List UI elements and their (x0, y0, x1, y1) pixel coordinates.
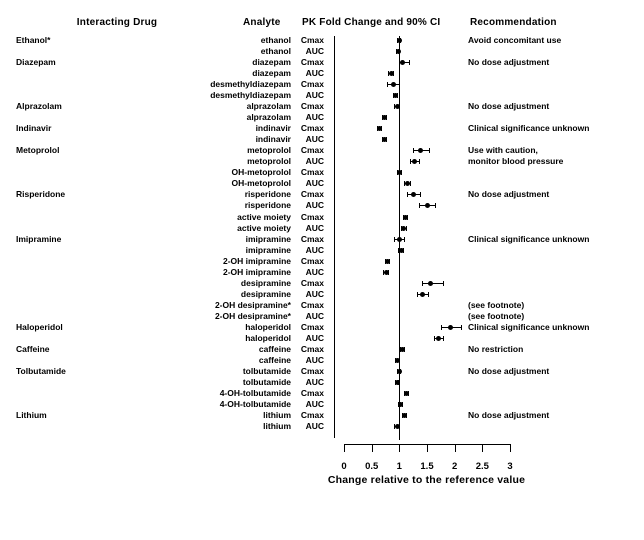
analyte-label: 2-OH imipramine (222, 266, 291, 277)
recommendation-text: No dose adjustment (468, 101, 550, 112)
forest-row (0, 46, 644, 57)
x-axis-tick-label: 1.5 (420, 461, 434, 472)
analyte-label: metoprolol (247, 156, 291, 167)
forest-row (0, 178, 644, 189)
forest-row (0, 300, 644, 311)
column-header-interacting-drug: Interacting Drug (76, 17, 158, 28)
x-axis-tick (427, 444, 428, 452)
point-estimate-marker (405, 181, 410, 186)
pk-parameter-label: Cmax (300, 145, 324, 156)
forest-row (0, 145, 644, 156)
forest-row (0, 377, 644, 388)
pk-parameter-label: AUC (305, 399, 324, 409)
pk-parameter-label: Cmax (300, 57, 324, 68)
analyte-label: diazepam (252, 57, 291, 68)
forest-row (0, 366, 644, 377)
point-estimate-marker (397, 369, 402, 374)
analyte-label: 2-OH desipramine* (214, 310, 291, 321)
recommendation-text: Clinical significance unknown (468, 321, 590, 332)
forest-row (0, 234, 644, 245)
forest-row (0, 256, 644, 267)
pk-parameter-label: Cmax (300, 211, 324, 222)
x-axis-title: Change relative to the reference value (327, 474, 526, 486)
point-estimate-marker (400, 60, 405, 65)
interacting-drug-label: Diazepam (16, 57, 56, 68)
interacting-drug-label: Risperidone (16, 189, 66, 200)
x-axis-tick (399, 444, 400, 452)
point-estimate-marker (448, 325, 453, 330)
pk-parameter-label: AUC (305, 90, 324, 101)
forest-row (0, 289, 644, 300)
analyte-label: lithium (263, 421, 291, 431)
forest-row (0, 156, 644, 167)
forest-row (0, 421, 644, 432)
pk-parameter-label: AUC (305, 376, 324, 387)
x-axis-tick-label: 3 (507, 461, 513, 472)
analyte-label: 4-OH-tolbutamide (219, 388, 291, 398)
point-estimate-marker (399, 248, 404, 253)
point-estimate-marker (395, 380, 400, 385)
point-estimate-marker (391, 82, 396, 87)
analyte-label: metoprolol (247, 145, 291, 156)
forest-row (0, 267, 644, 278)
recommendation-text: Use with caution, (468, 145, 538, 156)
analyte-label: risperidone (244, 200, 291, 211)
x-axis-tick-label: 0 (341, 461, 347, 472)
recommendation-text: Clinical significance unknown (468, 233, 590, 244)
x-axis-tick (482, 444, 483, 452)
pk-parameter-label: AUC (305, 46, 324, 56)
pk-parameter-label: AUC (305, 244, 324, 255)
pk-parameter-label: AUC (305, 222, 324, 233)
recommendation-text: No dose adjustment (468, 189, 550, 200)
point-estimate-marker (395, 104, 400, 109)
analyte-label: OH-metoprolol (231, 167, 291, 178)
interacting-drug-label: Tolbutamide (16, 365, 66, 376)
point-estimate-marker (412, 159, 417, 164)
x-axis-tick (510, 444, 511, 452)
interacting-drug-label: Imipramine (16, 233, 62, 244)
analyte-label: alprazolam (246, 101, 291, 112)
analyte-label: imipramine (245, 244, 291, 255)
x-axis-tick-label: 2.5 (475, 461, 489, 472)
interacting-drug-label: Caffeine (16, 343, 50, 354)
analyte-label: indinavir (255, 134, 291, 145)
pk-parameter-label: AUC (305, 354, 324, 365)
interacting-drug-label: Ethanol* (16, 35, 51, 45)
forest-row (0, 344, 644, 355)
pk-parameter-label: AUC (305, 200, 324, 211)
recommendation-text: Avoid concomitant use (468, 35, 562, 45)
interacting-drug-label: Lithium (16, 410, 47, 420)
forest-row (0, 57, 644, 68)
recommendation-text: Clinical significance unknown (468, 123, 590, 134)
recommendation-text: (see footnote) (468, 299, 525, 310)
point-estimate-marker (428, 281, 433, 286)
analyte-label: diazepam (252, 68, 291, 79)
analyte-label: indinavir (255, 123, 291, 134)
point-estimate-marker (403, 215, 408, 220)
analyte-label: ethanol (260, 46, 291, 56)
pk-parameter-label: Cmax (300, 365, 324, 376)
forest-row (0, 79, 644, 90)
recommendation-text: No restriction (468, 343, 524, 354)
point-estimate-marker (384, 270, 389, 275)
analyte-label: tolbutamide (242, 365, 291, 376)
forest-row (0, 189, 644, 200)
pk-parameter-label: AUC (305, 288, 324, 299)
analyte-label: caffeine (258, 343, 291, 354)
analyte-label: desipramine (240, 277, 291, 288)
forest-row (0, 101, 644, 112)
forest-row (0, 278, 644, 289)
point-estimate-marker (402, 413, 407, 418)
pk-parameter-label: Cmax (300, 167, 324, 178)
pk-parameter-label: AUC (305, 332, 324, 343)
analyte-label: alprazolam (246, 112, 291, 123)
pk-parameter-label: AUC (305, 134, 324, 145)
forest-row (0, 112, 644, 123)
x-axis-tick-label: 2 (452, 461, 458, 472)
analyte-label: desipramine (240, 288, 291, 299)
analyte-label: haloperidol (245, 332, 291, 343)
column-header-recommendation: Recommendation (470, 17, 557, 28)
analyte-label: tolbutamide (242, 376, 291, 387)
point-estimate-marker (400, 347, 405, 352)
point-estimate-marker (385, 259, 390, 264)
analyte-label: risperidone (244, 189, 291, 200)
point-estimate-marker (425, 203, 430, 208)
recommendation-text: No dose adjustment (468, 365, 550, 376)
analyte-label: ethanol (260, 35, 291, 45)
point-estimate-marker (395, 424, 400, 429)
recommendation-text: No dose adjustment (468, 57, 550, 68)
x-axis-tick-label: 1 (396, 461, 402, 472)
forest-row (0, 410, 644, 421)
pk-parameter-label: Cmax (300, 321, 324, 332)
analyte-label: 4-OH-tolbutamide (219, 399, 291, 409)
point-estimate-marker (396, 49, 401, 54)
point-estimate-marker (397, 38, 402, 43)
analyte-label: 2-OH desipramine* (214, 299, 291, 310)
forest-row (0, 388, 644, 399)
forest-row (0, 123, 644, 134)
x-axis-tick (344, 444, 345, 452)
analyte-label: caffeine (258, 354, 291, 365)
pk-parameter-label: Cmax (300, 388, 324, 398)
interacting-drug-label: Alprazolam (16, 101, 62, 112)
forest-row (0, 68, 644, 79)
forest-row (0, 223, 644, 234)
recommendation-text: No dose adjustment (468, 410, 550, 420)
pk-parameter-label: Cmax (300, 277, 324, 288)
analyte-label: active moiety (237, 222, 291, 233)
forest-row (0, 399, 644, 410)
interacting-drug-label: Indinavir (16, 123, 52, 134)
point-estimate-marker (389, 71, 394, 76)
forest-row (0, 35, 644, 46)
forest-row (0, 333, 644, 344)
pk-parameter-label: AUC (305, 178, 324, 189)
pk-parameter-label: AUC (305, 68, 324, 79)
forest-row (0, 322, 644, 333)
x-axis-tick (455, 444, 456, 452)
analyte-label: OH-metoprolol (231, 178, 291, 189)
analyte-label: 2-OH imipramine (222, 255, 291, 266)
forest-row (0, 90, 644, 101)
pk-parameter-label: Cmax (300, 343, 324, 354)
pk-parameter-label: Cmax (300, 101, 324, 112)
pk-parameter-label: AUC (305, 112, 324, 123)
pk-parameter-label: Cmax (300, 79, 324, 90)
recommendation-text: (see footnote) (468, 310, 525, 321)
pk-parameter-label: Cmax (300, 35, 324, 45)
analyte-label: desmethyldiazepam (210, 90, 291, 101)
pk-parameter-label: Cmax (300, 255, 324, 266)
forest-row (0, 212, 644, 223)
pk-parameter-label: AUC (305, 156, 324, 167)
point-estimate-marker (418, 148, 423, 153)
column-header-pk-fold-change: PK Fold Change and 90% CI (302, 17, 441, 28)
analyte-label: active moiety (237, 211, 291, 222)
forest-row (0, 355, 644, 366)
pk-parameter-label: Cmax (300, 410, 324, 420)
column-header-analyte: Analyte (243, 17, 281, 28)
forest-row (0, 245, 644, 256)
point-estimate-marker (411, 192, 416, 197)
point-estimate-marker (420, 292, 425, 297)
pk-parameter-label: Cmax (300, 233, 324, 244)
pk-parameter-label: AUC (305, 421, 324, 431)
interacting-drug-label: Haloperidol (16, 321, 63, 332)
pk-parameter-label: AUC (305, 266, 324, 277)
point-estimate-marker (398, 402, 403, 407)
analyte-label: lithium (263, 410, 291, 420)
forest-row (0, 311, 644, 322)
forest-row (0, 134, 644, 145)
analyte-label: haloperidol (245, 321, 291, 332)
pk-parameter-label: Cmax (300, 123, 324, 134)
point-estimate-marker (436, 336, 441, 341)
recommendation-text: monitor blood pressure (468, 156, 564, 167)
analyte-label: desmethyldiazepam (210, 79, 291, 90)
interacting-drug-label: Metoprolol (16, 145, 60, 156)
pk-parameter-label: Cmax (300, 299, 324, 310)
point-estimate-marker (401, 226, 406, 231)
pk-parameter-label: AUC (305, 310, 324, 321)
forest-row (0, 200, 644, 211)
point-estimate-marker (404, 391, 409, 396)
x-axis-tick-label: 0.5 (365, 461, 379, 472)
forest-row (0, 167, 644, 178)
pk-parameter-label: Cmax (300, 189, 324, 200)
analyte-label: imipramine (245, 233, 291, 244)
point-estimate-marker (397, 237, 402, 242)
x-axis-tick (372, 444, 373, 452)
